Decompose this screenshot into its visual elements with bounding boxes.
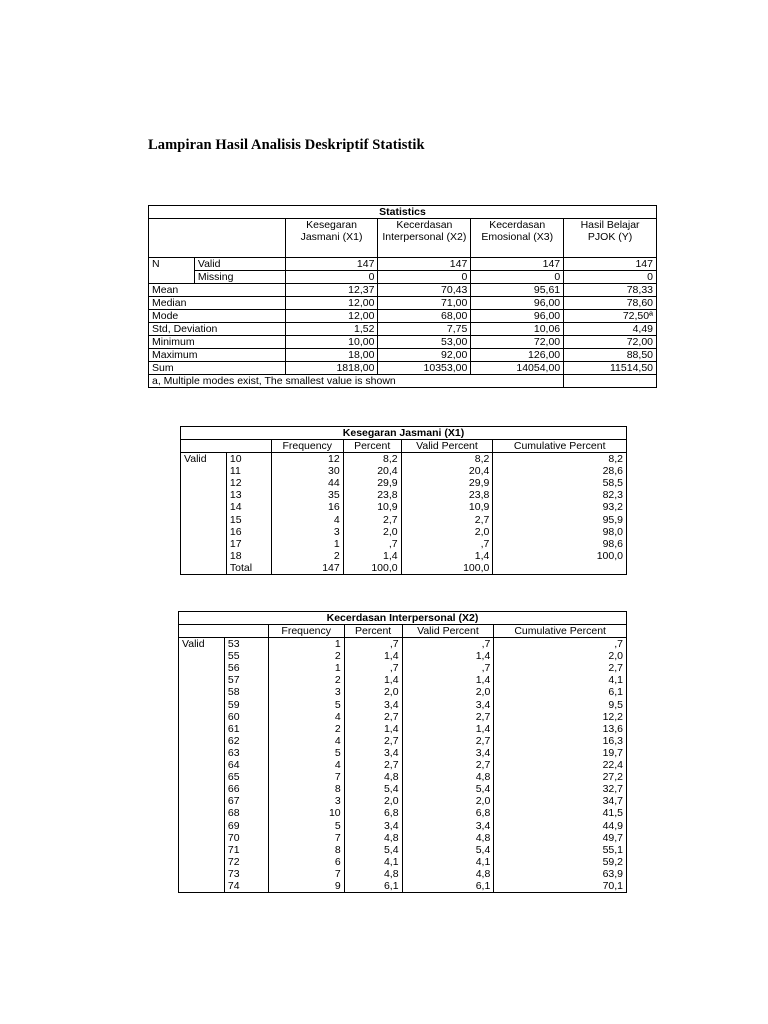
cell-value: 1 xyxy=(268,638,344,651)
table-row xyxy=(179,832,627,844)
cell-value: 41,5 xyxy=(494,807,627,819)
cell-value: 49,7 xyxy=(494,832,627,844)
statistics-title: Statistics xyxy=(149,206,657,219)
cell-value: 1,4 xyxy=(344,674,402,686)
category-value: 62 xyxy=(224,735,268,747)
cell-value: 12,2 xyxy=(494,711,627,723)
column-header: Kecerdasan Emosional (X3) xyxy=(471,219,564,258)
cell-value: 5,4 xyxy=(344,844,402,856)
table-title: Kesegaran Jasmani (X1) xyxy=(181,427,627,440)
cell-value: 7 xyxy=(268,771,344,783)
cell-value: 8,2 xyxy=(493,453,627,466)
cell-value: 2,0 xyxy=(343,526,401,538)
table-row xyxy=(179,638,627,651)
cell-value: 5,4 xyxy=(402,783,494,795)
table-row xyxy=(179,880,627,893)
cell-value: 10,00 xyxy=(285,336,378,349)
cell-value: 3,4 xyxy=(344,747,402,759)
table-row xyxy=(179,771,627,783)
cell-value: 16 xyxy=(271,501,343,513)
cell-value: 14054,00 xyxy=(471,362,564,375)
table-row xyxy=(181,526,627,538)
cell-value: 22,4 xyxy=(494,759,627,771)
cell-value: 4,8 xyxy=(344,771,402,783)
cell-value: 2,7 xyxy=(344,759,402,771)
table-row xyxy=(149,284,657,297)
cell-value: 7,75 xyxy=(378,323,471,336)
cell-value: 5 xyxy=(268,699,344,711)
table-row xyxy=(181,489,627,501)
cell-value: 68,00 xyxy=(378,310,471,323)
cell-value xyxy=(493,562,627,575)
cell-value: 92,00 xyxy=(378,349,471,362)
cell-value: 4,1 xyxy=(402,856,494,868)
row-label: Minimum xyxy=(149,336,286,349)
category-value: 73 xyxy=(224,868,268,880)
category-value: 55 xyxy=(224,650,268,662)
cell-value: 20,4 xyxy=(401,465,493,477)
category-value: 68 xyxy=(224,807,268,819)
table-row xyxy=(181,453,627,466)
table-row xyxy=(179,686,627,698)
cell-value: 2,0 xyxy=(402,795,494,807)
cell-value: 98,0 xyxy=(493,526,627,538)
column-header: Cumulative Percent xyxy=(493,440,627,453)
column-header: Percent xyxy=(344,625,402,638)
cell-value: 4,8 xyxy=(344,868,402,880)
cell-value: 1,4 xyxy=(344,723,402,735)
cell-value: 4,1 xyxy=(344,856,402,868)
cell-value: 2,7 xyxy=(494,662,627,674)
cell-value: 6,8 xyxy=(344,807,402,819)
category-value: 59 xyxy=(224,699,268,711)
table-title: Kecerdasan Interpersonal (X2) xyxy=(179,612,627,625)
cell-value: 9 xyxy=(268,880,344,893)
n-label: N xyxy=(149,258,195,284)
cell-value: 8,2 xyxy=(401,453,493,466)
cell-value: 5 xyxy=(268,747,344,759)
cell-value: 4,8 xyxy=(402,832,494,844)
cell-value: 4 xyxy=(268,711,344,723)
category-value: 58 xyxy=(224,686,268,698)
cell-value: 12,00 xyxy=(285,297,378,310)
cell-value: 2,0 xyxy=(402,686,494,698)
table-row xyxy=(179,662,627,674)
cell-value: 30 xyxy=(271,465,343,477)
cell-value: 6,8 xyxy=(402,807,494,819)
category-value: 57 xyxy=(224,674,268,686)
cell-value: 10353,00 xyxy=(378,362,471,375)
table-row xyxy=(149,310,657,323)
cell-value: ,7 xyxy=(401,538,493,550)
table-row xyxy=(181,538,627,550)
cell-value: 8 xyxy=(268,783,344,795)
cell-value: 4 xyxy=(268,735,344,747)
cell-value: 63,9 xyxy=(494,868,627,880)
cell-value: 1,4 xyxy=(343,550,401,562)
cell-value: 4,1 xyxy=(494,674,627,686)
cell-value: 2 xyxy=(271,550,343,562)
table-row xyxy=(179,820,627,832)
cell-value: 28,6 xyxy=(493,465,627,477)
cell-value: 18,00 xyxy=(285,349,378,362)
cell-value: 72,50ª xyxy=(564,310,657,323)
cell-value: 13,6 xyxy=(494,723,627,735)
table-row xyxy=(179,868,627,880)
table-row xyxy=(149,336,657,349)
cell-value: 5 xyxy=(268,820,344,832)
cell-value: 3 xyxy=(268,686,344,698)
cell-value: 147 xyxy=(271,562,343,575)
cell-value: 3,4 xyxy=(402,820,494,832)
cell-value: 95,9 xyxy=(493,514,627,526)
category-value: 70 xyxy=(224,832,268,844)
category-value: 53 xyxy=(224,638,268,651)
cell-value: 3 xyxy=(271,526,343,538)
category-value: 13 xyxy=(226,489,271,501)
cell-value: 2 xyxy=(268,650,344,662)
category-value: 56 xyxy=(224,662,268,674)
column-header: Percent xyxy=(343,440,401,453)
group-label: Valid xyxy=(179,638,225,893)
table-row xyxy=(179,807,627,819)
category-value: Total xyxy=(226,562,271,575)
cell-value: 55,1 xyxy=(494,844,627,856)
cell-value: 27,2 xyxy=(494,771,627,783)
cell-value: 29,9 xyxy=(343,477,401,489)
cell-value: 4 xyxy=(268,759,344,771)
table-row xyxy=(179,747,627,759)
cell-value: 2,7 xyxy=(402,711,494,723)
cell-value: 3 xyxy=(268,795,344,807)
cell-value: 3,4 xyxy=(402,747,494,759)
cell-value: ,7 xyxy=(494,638,627,651)
cell-value: 2,0 xyxy=(401,526,493,538)
cell-value: 2,7 xyxy=(402,735,494,747)
cell-value: 6,1 xyxy=(494,686,627,698)
cell-value: 2,0 xyxy=(344,686,402,698)
cell-value: 100,0 xyxy=(401,562,493,575)
column-header: Kesegaran Jasmani (X1) xyxy=(285,219,378,258)
category-value: 18 xyxy=(226,550,271,562)
cell-value: 82,3 xyxy=(493,489,627,501)
cell-value: 1,4 xyxy=(401,550,493,562)
cell-value: 3,4 xyxy=(344,699,402,711)
table-row xyxy=(149,297,657,310)
cell-value: 2 xyxy=(268,674,344,686)
table-row xyxy=(181,514,627,526)
cell-value: 4,8 xyxy=(402,868,494,880)
cell-value: 96,00 xyxy=(471,310,564,323)
column-header: Valid Percent xyxy=(401,440,493,453)
table-row xyxy=(179,699,627,711)
cell-value: 98,6 xyxy=(493,538,627,550)
table-row xyxy=(179,650,627,662)
cell-value: 12,37 xyxy=(285,284,378,297)
cell-value: 7 xyxy=(268,832,344,844)
cell-value: 2,0 xyxy=(344,795,402,807)
table-row: N Valid 147 147 147 147 xyxy=(149,258,657,271)
cell-value: 88,50 xyxy=(564,349,657,362)
cell-value: 4,8 xyxy=(402,771,494,783)
cell-value: 53,00 xyxy=(378,336,471,349)
footnote: a, Multiple modes exist, The smallest value is shown xyxy=(149,375,564,388)
table-row xyxy=(181,501,627,513)
table-row xyxy=(179,856,627,868)
cell-value: 12,00 xyxy=(285,310,378,323)
cell-value: 2,7 xyxy=(401,514,493,526)
cell-value: 72,00 xyxy=(564,336,657,349)
cell-value: 7 xyxy=(268,868,344,880)
cell-value: 95,61 xyxy=(471,284,564,297)
cell-value: 93,2 xyxy=(493,501,627,513)
cell-value: 9,5 xyxy=(494,699,627,711)
category-value: 14 xyxy=(226,501,271,513)
category-value: 69 xyxy=(224,820,268,832)
cell-value: ,7 xyxy=(344,662,402,674)
column-header: Valid Percent xyxy=(402,625,494,638)
cell-value: 1,4 xyxy=(344,650,402,662)
cell-value: 72,00 xyxy=(471,336,564,349)
table-row xyxy=(149,362,657,375)
cell-value: 34,7 xyxy=(494,795,627,807)
cell-value: 5,4 xyxy=(402,844,494,856)
cell-value: ,7 xyxy=(344,638,402,651)
category-value: 11 xyxy=(226,465,271,477)
cell-value: 1,4 xyxy=(402,723,494,735)
cell-value: 1,52 xyxy=(285,323,378,336)
row-label: Maximum xyxy=(149,349,286,362)
category-value: 71 xyxy=(224,844,268,856)
cell-value: 11514,50 xyxy=(564,362,657,375)
table-row xyxy=(179,674,627,686)
table-row xyxy=(179,723,627,735)
table-row xyxy=(181,465,627,477)
category-value: 12 xyxy=(226,477,271,489)
cell-value: 16,3 xyxy=(494,735,627,747)
table-row xyxy=(181,550,627,562)
page-title: Lampiran Hasil Analisis Deskriptif Statistik xyxy=(148,137,425,153)
cell-value: 2,7 xyxy=(344,735,402,747)
category-value: 16 xyxy=(226,526,271,538)
cell-value: 44,9 xyxy=(494,820,627,832)
cell-value: 126,00 xyxy=(471,349,564,362)
table-row xyxy=(149,323,657,336)
cell-value: 32,7 xyxy=(494,783,627,795)
column-header: Cumulative Percent xyxy=(494,625,627,638)
cell-value: 35 xyxy=(271,489,343,501)
cell-value: 1 xyxy=(271,538,343,550)
table-row xyxy=(181,477,627,489)
category-value: 15 xyxy=(226,514,271,526)
cell-value: 1818,00 xyxy=(285,362,378,375)
cell-value: 70,43 xyxy=(378,284,471,297)
cell-value: 29,9 xyxy=(401,477,493,489)
cell-value: 5,4 xyxy=(344,783,402,795)
cell-value: 4,8 xyxy=(344,832,402,844)
row-label: Sum xyxy=(149,362,286,375)
cell-value: 2 xyxy=(268,723,344,735)
cell-value: 70,1 xyxy=(494,880,627,893)
statistics-table xyxy=(148,205,657,388)
cell-value: 10,9 xyxy=(343,501,401,513)
cell-value: 3,4 xyxy=(402,699,494,711)
table-row xyxy=(179,795,627,807)
cell-value: 2,0 xyxy=(494,650,627,662)
cell-value: 1,4 xyxy=(402,650,494,662)
cell-value: ,7 xyxy=(402,662,494,674)
category-value: 66 xyxy=(224,783,268,795)
category-value: 74 xyxy=(224,880,268,893)
cell-value: 4,49 xyxy=(564,323,657,336)
cell-value: 6 xyxy=(268,856,344,868)
category-value: 65 xyxy=(224,771,268,783)
column-header: Hasil Belajar PJOK (Y) xyxy=(564,219,657,258)
column-header: Kecerdasan Interpersonal (X2) xyxy=(378,219,471,258)
cell-value: 1,4 xyxy=(402,674,494,686)
cell-value: 100,0 xyxy=(343,562,401,575)
table-row xyxy=(179,783,627,795)
cell-value: 10,06 xyxy=(471,323,564,336)
cell-value: 100,0 xyxy=(493,550,627,562)
cell-value: 6,1 xyxy=(344,880,402,893)
cell-value: 10 xyxy=(268,807,344,819)
category-value: 60 xyxy=(224,711,268,723)
cell-value: 59,2 xyxy=(494,856,627,868)
cell-value: 8 xyxy=(268,844,344,856)
table-row xyxy=(179,844,627,856)
category-value: 63 xyxy=(224,747,268,759)
cell-value: 2,7 xyxy=(344,711,402,723)
cell-value: 78,33 xyxy=(564,284,657,297)
cell-value: 10,9 xyxy=(401,501,493,513)
table-row: Missing 0 0 0 0 xyxy=(149,271,657,284)
column-header: Frequency xyxy=(268,625,344,638)
cell-value: 8,2 xyxy=(343,453,401,466)
cell-value: 4 xyxy=(271,514,343,526)
cell-value: 12 xyxy=(271,453,343,466)
category-value: 10 xyxy=(226,453,271,466)
cell-value: 2,7 xyxy=(402,759,494,771)
cell-value: 23,8 xyxy=(343,489,401,501)
table-row xyxy=(179,735,627,747)
row-label: Mean xyxy=(149,284,286,297)
cell-value: ,7 xyxy=(402,638,494,651)
row-label: Mode xyxy=(149,310,286,323)
category-value: 61 xyxy=(224,723,268,735)
frequency-table-x1 xyxy=(180,426,627,575)
cell-value: 19,7 xyxy=(494,747,627,759)
cell-value: 58,5 xyxy=(493,477,627,489)
cell-value: ,7 xyxy=(343,538,401,550)
table-row xyxy=(149,349,657,362)
cell-value: 1 xyxy=(268,662,344,674)
column-header: Frequency xyxy=(271,440,343,453)
cell-value: 23,8 xyxy=(401,489,493,501)
frequency-table-x2 xyxy=(178,611,627,893)
table-row xyxy=(181,562,627,575)
category-value: 17 xyxy=(226,538,271,550)
table-row xyxy=(179,759,627,771)
cell-value: 6,1 xyxy=(402,880,494,893)
cell-value: 3,4 xyxy=(344,820,402,832)
category-value: 64 xyxy=(224,759,268,771)
cell-value: 96,00 xyxy=(471,297,564,310)
group-label: Valid xyxy=(181,453,227,575)
category-value: 67 xyxy=(224,795,268,807)
cell-value: 20,4 xyxy=(343,465,401,477)
cell-value: 71,00 xyxy=(378,297,471,310)
cell-value: 2,7 xyxy=(343,514,401,526)
row-label: Std, Deviation xyxy=(149,323,286,336)
cell-value: 78,60 xyxy=(564,297,657,310)
row-label: Median xyxy=(149,297,286,310)
table-row xyxy=(179,711,627,723)
category-value: 72 xyxy=(224,856,268,868)
cell-value: 44 xyxy=(271,477,343,489)
